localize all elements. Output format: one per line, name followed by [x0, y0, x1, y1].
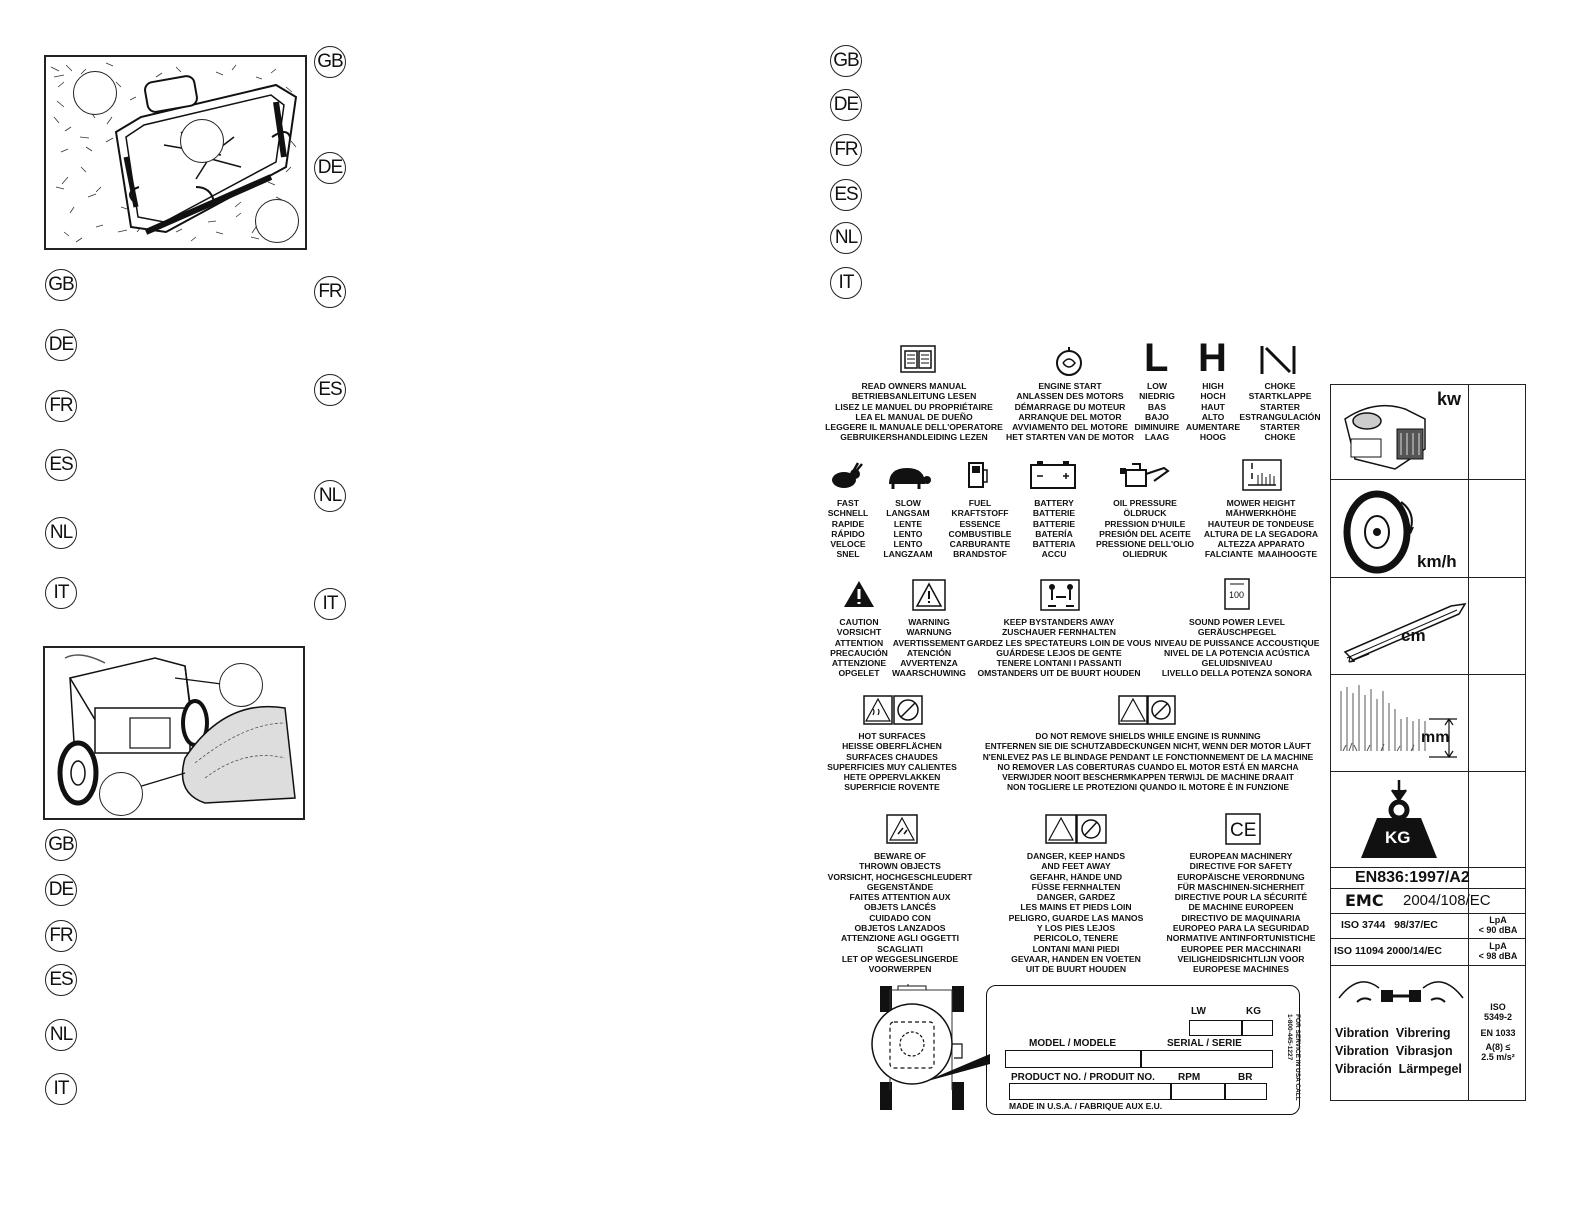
bystanders-icon: [1040, 579, 1080, 611]
ce-directive-label: EUROPEAN MACHINERY DIRECTIVE FOR SAFETY EUROPÄISCHE VERORDNUNG FÜR MASCHINEN-SICHERHEIT DIRECTIVE POUR LA SÉCURITÉ DE MACHINE EUROPEEN DIRECTIVO DE MAQUINARIA EUROPEO PARA LA SEGURIDAD NORMATIVE ANTINFORTUNISTICHE EUROPEE PER MACCHINARI VEILIGHEIDSRICHTLIJN VOOR EUROPESE MACHINES: [1166, 851, 1316, 975]
br-label: BR: [1238, 1072, 1253, 1083]
rabbit-icon: [828, 462, 864, 490]
lang-badge-fr: FR: [45, 390, 77, 422]
lang-badge-fr: FR: [45, 920, 77, 952]
callout-circle-3: [255, 199, 299, 243]
engine-start-label: ENGINE START ANLASSEN DES MOTORS DÉMARRAGE DU MOTEUR ARRANQUE DEL MOTOR AVVIAMENTO DEL MOTORE HET STARTEN VAN DE MOTOR: [1006, 381, 1134, 443]
read-manual-label: READ OWNERS MANUAL BETRIEBSANLEITUNG LESEN LISEZ LE MANUEL DU PROPRIÉTAIRE LEA EL MANUAL DE DUEÑO LEGGERE IL MANUALE DELL'OPERATORE GEBRUIKERSHANDLEIDING LEZEN: [825, 381, 1003, 443]
product-id-plate: [986, 985, 1300, 1115]
weight-row: [1331, 772, 1525, 868]
mower-rear-illustration: [45, 648, 303, 818]
lang-badge-nl: NL: [45, 517, 77, 549]
hands-feet-icon: [1045, 814, 1107, 844]
kmh-label: km/h: [1417, 552, 1457, 571]
lang-badge-it: IT: [45, 1073, 77, 1105]
lang-badge-nl: NL: [314, 480, 346, 512]
choke-label: CHOKE STARTKLAPPE STARTER ESTRANGULACIÓN STARTER CHOKE: [1239, 381, 1321, 443]
cm-label: cm: [1401, 626, 1426, 645]
warning-label: WARNING WARNUNG AVERTISSEMENT ATENCIÓN AVVERTENZA WAARSCHUWING: [892, 617, 966, 679]
serial-label: SERIAL / SERIE: [1167, 1038, 1242, 1049]
lang-badge-de: DE: [314, 152, 346, 184]
warning-icon: [912, 579, 946, 611]
svg-text:CE: CE: [1230, 820, 1257, 841]
grass-height-icon: [1337, 681, 1467, 767]
serial-field: [1141, 1050, 1273, 1068]
slow-label: SLOW LANGSAM LENTE LENTO LENTO LANGZAAM: [883, 498, 933, 560]
iso5349-label: ISO 5349-2: [1483, 1002, 1513, 1022]
lang-badge-gb: GB: [45, 269, 77, 301]
oil-can-icon: [1116, 460, 1176, 490]
vibration-row: [1331, 966, 1525, 1098]
lang-badge-gb: GB: [314, 46, 346, 78]
lang-badge-it: IT: [830, 267, 862, 299]
weight-icon: [1359, 778, 1439, 862]
lang-badge-es: ES: [314, 374, 346, 406]
turtle-icon: [885, 464, 931, 490]
low-symbol: L: [1144, 336, 1169, 380]
fuel-pump-icon: [966, 460, 992, 490]
engine-power-row: [1331, 385, 1525, 480]
battery-icon: [1029, 460, 1077, 490]
lang-badge-de: DE: [45, 874, 77, 906]
lang-badge-it: IT: [45, 577, 77, 609]
oil-pressure-label: OIL PRESSURE ÖLDRUCK PRESSION D'HUILE PRESIÓN DEL ACEITE PRESSIONE DELL'OLIO OLIEDRUK: [1095, 498, 1195, 560]
lang-badge-es: ES: [45, 964, 77, 996]
sound-power-label: SOUND POWER LEVEL GERÄUSCHPEGEL NIVEAU DE PUISSANCE ACCOUSTIQUE NIVEL DE LA POTENCIA ACÚSTICA GELUIDSNIVEAU LIVELLO DELLA POTENZA SONORA: [1154, 617, 1320, 679]
lang-badge-es: ES: [830, 179, 862, 211]
kg-field: [1241, 1020, 1273, 1036]
kg-label: KG: [1385, 828, 1411, 847]
vibration-words: Vibration Vibrering Vibration Vibrasjon Vibración Lärmpegel: [1335, 1026, 1462, 1076]
lang-badge-gb: GB: [45, 829, 77, 861]
fuel-label: FUEL KRAFTSTOFF ESSENCE COMBUSTIBLE CARBURANTE BRANDSTOF: [948, 498, 1012, 560]
callout-circle-1: [73, 71, 117, 115]
rpm-label: RPM: [1178, 1072, 1201, 1083]
hot-surface-icon: [863, 695, 923, 725]
service-phone-label: FOR SERVICE IN USA CALL 1-800-445-1227: [1286, 1014, 1301, 1101]
lpa-98-label: LpA < 98 dBA: [1478, 941, 1518, 961]
caution-icon: [842, 579, 876, 609]
iso3744-label: ISO 3744 98/37/EC: [1341, 919, 1438, 931]
callout-circle-2: [99, 772, 143, 816]
shields-label: DO NOT REMOVE SHIELDS WHILE ENGINE IS RUNNING ENTFERNEN SIE DIE SCHUTZABDECKUNGEN NICHT, WENN DER MOTOR LÄUFT N'ENLEVEZ PAS LE BLINDAGE PENDANT LE FONCTIONNEMENT DE LA MACHINE NO REMOVER LAS COBERTURAS CUANDO EL MOTOR ESTÁ EN MARCHA VERWIJDER NOOIT BESCHERMKAPPEN TERWIJL DE MACHINE DRAAIT NON TOGLIERE LE PROTEZIONI QUANDO IL MOTORE È IN FUNZIONE: [982, 731, 1314, 793]
shields-icon: [1118, 695, 1176, 725]
lang-badge-gb: GB: [830, 45, 862, 77]
lang-badge-de: DE: [45, 329, 77, 361]
lang-badge-nl: NL: [830, 222, 862, 254]
svg-text:100: 100: [1229, 590, 1245, 600]
mower-height-label: MOWER HEIGHT MÄHWERKHÖHE HAUTEUR DE TONDEUSE ALTURA DE LA SEGADORA ALTEZZA APPARATO FALCIANTE MAAIHOOGTE: [1203, 498, 1319, 560]
grass-catcher-figure: [44, 55, 307, 250]
en1033-label: EN 1033: [1480, 1028, 1516, 1038]
choke-icon: [1258, 344, 1298, 376]
high-label: HIGH HOCH HAUT ALTO AUMENTARE HOOG: [1185, 381, 1241, 443]
handlebar-vibration-icon: [1337, 970, 1465, 1020]
bystanders-label: KEEP BYSTANDERS AWAY ZUSCHAUER FERNHALTEN GARDEZ LES SPECTATEURS LOIN DE VOUS GUÁRDESE LEJOS DE GENTE TENERE LONTANI I PASSANTI OMSTANDERS UIT DE BUURT HOUDEN: [966, 617, 1152, 679]
made-in-label: MADE IN U.S.A. / FABRIQUE AUX E.U.: [1009, 1101, 1163, 1111]
iso11094-row: [1331, 939, 1525, 966]
kw-label: kw: [1437, 389, 1462, 409]
en836-label: EN836:1997/A2: [1355, 869, 1470, 886]
lw-field: [1189, 1020, 1243, 1036]
emc-label: EMC: [1345, 891, 1384, 910]
a8-limit-label: A(8) ≤ 2.5 m/s²: [1481, 1042, 1515, 1062]
mower-height-icon: [1242, 459, 1282, 491]
mower-rear-figure: [43, 646, 305, 820]
caution-label: CAUTION VORSICHT ATTENTION PRECAUCIÓN ATTENZIONE OPGELET: [830, 617, 888, 679]
hot-surfaces-label: HOT SURFACES HEISSE OBERFLÄCHEN SURFACES CHAUDES SUPERFICIES MUY CALIENTES HETE OPPERVLAKKEN SUPERFICIE ROVENTE: [827, 731, 957, 793]
kg-plate-label: KG: [1246, 1006, 1261, 1017]
battery-label: BATTERY BATTERIE BATTERIE BATERÍA BATTERIA ACCU: [1032, 498, 1076, 560]
emc-row: [1331, 889, 1525, 914]
lang-badge-de: DE: [830, 89, 862, 121]
product-no-field: [1009, 1083, 1171, 1100]
lang-badge-es: ES: [45, 449, 77, 481]
mm-label: mm: [1421, 729, 1450, 746]
model-label: MODEL / MODELE: [1029, 1038, 1117, 1049]
book-icon: [900, 345, 936, 373]
callout-circle-2: [180, 119, 224, 163]
iso3744-row: [1331, 914, 1525, 939]
emc-directive: 2004/108/EC: [1403, 892, 1491, 909]
br-field: [1225, 1083, 1267, 1100]
sound-level-icon: [1224, 578, 1250, 610]
cutting-height-row: [1331, 675, 1525, 772]
high-symbol: H: [1198, 336, 1227, 380]
lw-label: LW: [1191, 1006, 1206, 1017]
lang-badge-it: IT: [314, 588, 346, 620]
ce-mark-icon: [1225, 813, 1261, 845]
callout-circle-1: [219, 663, 263, 707]
spec-table: [1330, 384, 1526, 1101]
lang-badge-nl: NL: [45, 1019, 77, 1051]
iso11094-label: ISO 11094 2000/14/EC: [1334, 945, 1442, 957]
thrown-objects-label: BEWARE OF THROWN OBJECTS VORSICHT, HOCHGESCHLEUDERT GEGENSTÄNDE FAITES ATTENTION AUX OBJETS LANCÉS CUIDADO CON OBJETOS LANZADOS ATTENZIONE AGLI OGGETTI SCAGLIATI LET OP WEGGESLINGERDE VOORWERPEN: [827, 851, 973, 975]
wheel-icon: [1341, 488, 1421, 574]
lang-badge-fr: FR: [830, 134, 862, 166]
speed-row: [1331, 480, 1525, 578]
product-no-label: PRODUCT NO. / PRODUIT NO.: [1011, 1072, 1155, 1083]
lpa-90-label: LpA < 90 dBA: [1478, 915, 1518, 935]
cutting-width-row: [1331, 578, 1525, 675]
thrown-objects-icon: [886, 814, 918, 844]
hands-feet-label: DANGER, KEEP HANDS AND FEET AWAY GEFAHR, HÄNDE UND FÜSSE FERNHALTEN DANGER, GARDEZ LES MAINS ET PIEDS LOIN PELIGRO, GUARDE LAS MANOS Y LOS PIES LEJOS PERICOLO, TENERE LONTANI MANI PIEDI GEVAAR, HANDEN EN VOETEN UIT DE BUURT HOUDEN: [1008, 851, 1144, 975]
fast-label: FAST SCHNELL RAPIDE RÁPIDO VELOCE SNEL: [827, 498, 869, 560]
engine-icon: [1337, 389, 1437, 475]
rpm-field: [1171, 1083, 1225, 1100]
engine-start-icon: [1054, 345, 1084, 377]
model-field: [1005, 1050, 1141, 1068]
lang-badge-fr: FR: [314, 276, 346, 308]
low-label: LOW NIEDRIG BAS BAJO DIMINUIRE LAAG: [1134, 381, 1180, 443]
en836-row: [1331, 868, 1525, 889]
